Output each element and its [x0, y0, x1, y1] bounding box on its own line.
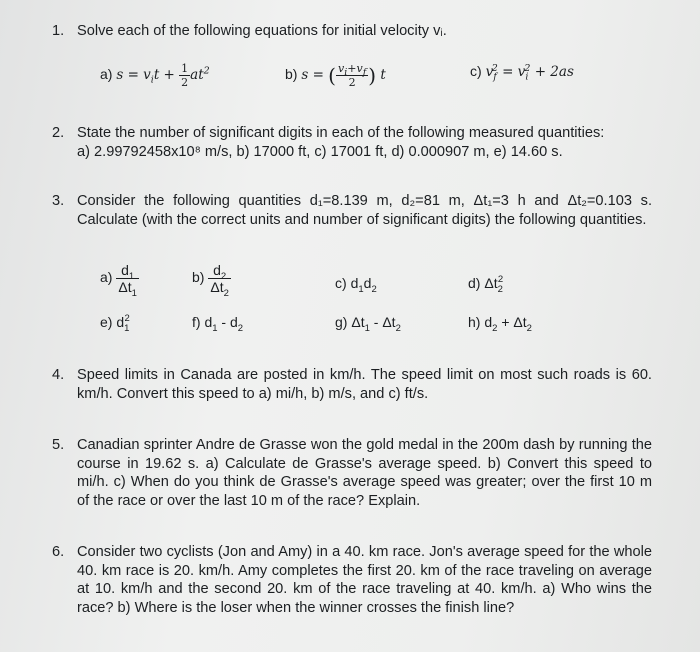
question-line-1: State the number of significant digits in each of the following measured quantities:: [77, 125, 605, 141]
question-number: 2.: [52, 125, 65, 141]
question-text: Speed limits in Canada are posted in km/h. The speed limit on most such roads is 60. km/h. Convert this speed to a) mi/h, b) m/s, and c) ft/s.: [77, 367, 652, 402]
item-d: [468, 274, 503, 293]
item-label: f): [192, 314, 201, 330]
question-3: [52, 192, 652, 229]
question-text: Consider two cyclists (Jon and Amy) in a 40. km race. Jon's average speed for the whole 40. km race is 20. km/h. Amy completes the first 20. km of the race traveling on average at 10. km/h and the second 20. km of the race traveling at 40. km/h. a) Who wins the race? b) Where is the loser when the winner crosses the finish line?: [77, 544, 652, 616]
item-expression: $\Delta t_2^2$: [484, 274, 504, 295]
item-f: [192, 313, 243, 332]
item-expression: $\Delta t_1 - \Delta t_2$: [351, 314, 401, 334]
equation-expression: $v_f^2 = v_i^2 + 2as$: [485, 62, 574, 83]
item-expression: $\frac{d_2}{\Delta t_2}$: [210, 262, 229, 299]
item-label: h): [468, 314, 481, 330]
item-g: [335, 313, 401, 332]
equation-expression: s = ( $\frac{v_i+v_f}{2}$ ) t: [301, 62, 386, 89]
question-6: [52, 543, 652, 617]
question-number: 3.: [52, 193, 65, 209]
question-number: 1.: [52, 23, 65, 39]
equation-c: [470, 62, 574, 82]
equation-a: [100, 62, 210, 89]
item-expression: $d_1 - d_2$: [204, 314, 244, 334]
item-b: [192, 262, 231, 299]
item-label: b): [192, 269, 205, 286]
question-number: 4.: [52, 367, 65, 383]
question-5: [52, 436, 652, 510]
equation-label: c): [470, 63, 482, 79]
question-number: 5.: [52, 437, 65, 453]
item-label: e): [100, 314, 113, 330]
question-4: [52, 366, 652, 403]
item-expression: $d_1^2$: [116, 313, 130, 334]
item-c: [335, 274, 377, 293]
equation-expression: $s = v_it$ + $\frac{1}{2}$ $at^2$: [116, 62, 210, 89]
question-2: [52, 124, 652, 161]
item-e: [100, 313, 130, 332]
item-label: a): [100, 269, 113, 286]
item-expression: $d_2 + \Delta t_2$: [484, 314, 532, 334]
equation-b: [285, 62, 386, 89]
item-h: [468, 313, 532, 332]
question-line-2: a) 2.99792458x10⁸ m/s, b) 17000 ft, c) 17001 ft, d) 0.000907 m, e) 14.60 s.: [77, 143, 563, 160]
item-label: g): [335, 314, 348, 330]
question-text: [77, 124, 652, 161]
item-a: [100, 262, 139, 299]
item-label: d): [468, 275, 481, 291]
question-number: 6.: [52, 544, 65, 560]
item-expression: $\frac{d_1}{\Delta t_1}$: [118, 262, 137, 299]
question-text: Canadian sprinter Andre de Grasse won the gold medal in the 200m dash by running the course in 19.62 s. a) Calculate de Grasse's average speed. b) Convert this speed to mi/h. c) When do you think de Grasse's average speed was greater; over the first 10 m of the race or over the last 10 m of the race? Explain.: [77, 437, 652, 509]
question-1: [52, 22, 652, 41]
question-text: Consider the following quantities d₁=8.139 m, d₂=81 m, Δt₁=3 h and Δt₂=0.103 s. Calculate (with the correct units and number of significant digits) the following quantities.: [77, 193, 652, 228]
item-expression: $d_1d_2$: [350, 275, 377, 295]
equation-label: b): [285, 66, 298, 82]
question-text: Solve each of the following equations for initial velocity vᵢ.: [77, 23, 447, 39]
item-label: c): [335, 275, 347, 291]
equation-label: a): [100, 66, 113, 82]
